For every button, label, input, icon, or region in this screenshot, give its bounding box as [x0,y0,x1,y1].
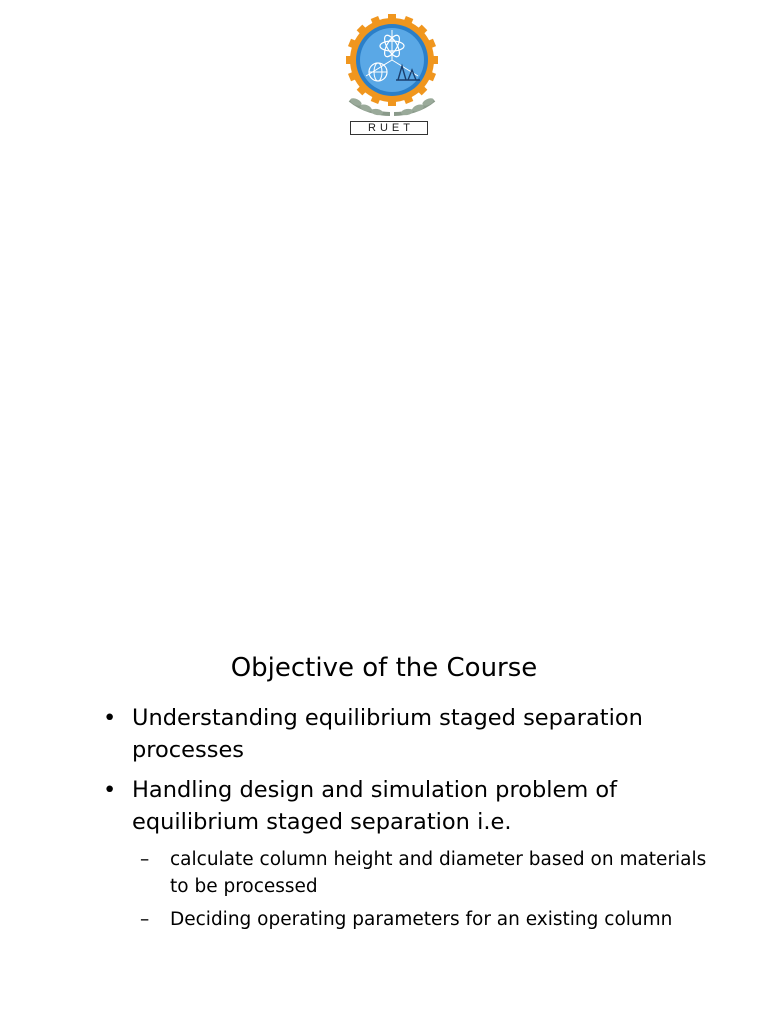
sub-bullet-item [140,846,711,900]
bullet-text: Understanding equilibrium staged separation processes [132,705,643,763]
bullet-item [103,702,703,766]
sub-bullet-list [140,846,711,933]
bullet-list [103,702,707,941]
bullet-item [103,774,707,933]
bullet-marker: • [103,705,117,731]
ruet-emblem-icon [342,14,442,122]
bullet-marker: • [103,777,117,803]
ruet-logo [342,14,442,138]
sub-bullet-text: Deciding operating parameters for an existing column [170,909,673,930]
sub-bullet-item [140,906,711,933]
slide-title: Objective of the Course [230,653,538,683]
sub-bullet-marker: – [140,909,150,930]
bullet-text: Handling design and simulation problem of equilibrium staged separation i.e. [132,777,618,835]
logo-label: RUET [350,121,428,135]
sub-bullet-text: calculate column height and diameter based on materials to be processed [170,849,707,897]
sub-bullet-marker: – [140,849,150,870]
